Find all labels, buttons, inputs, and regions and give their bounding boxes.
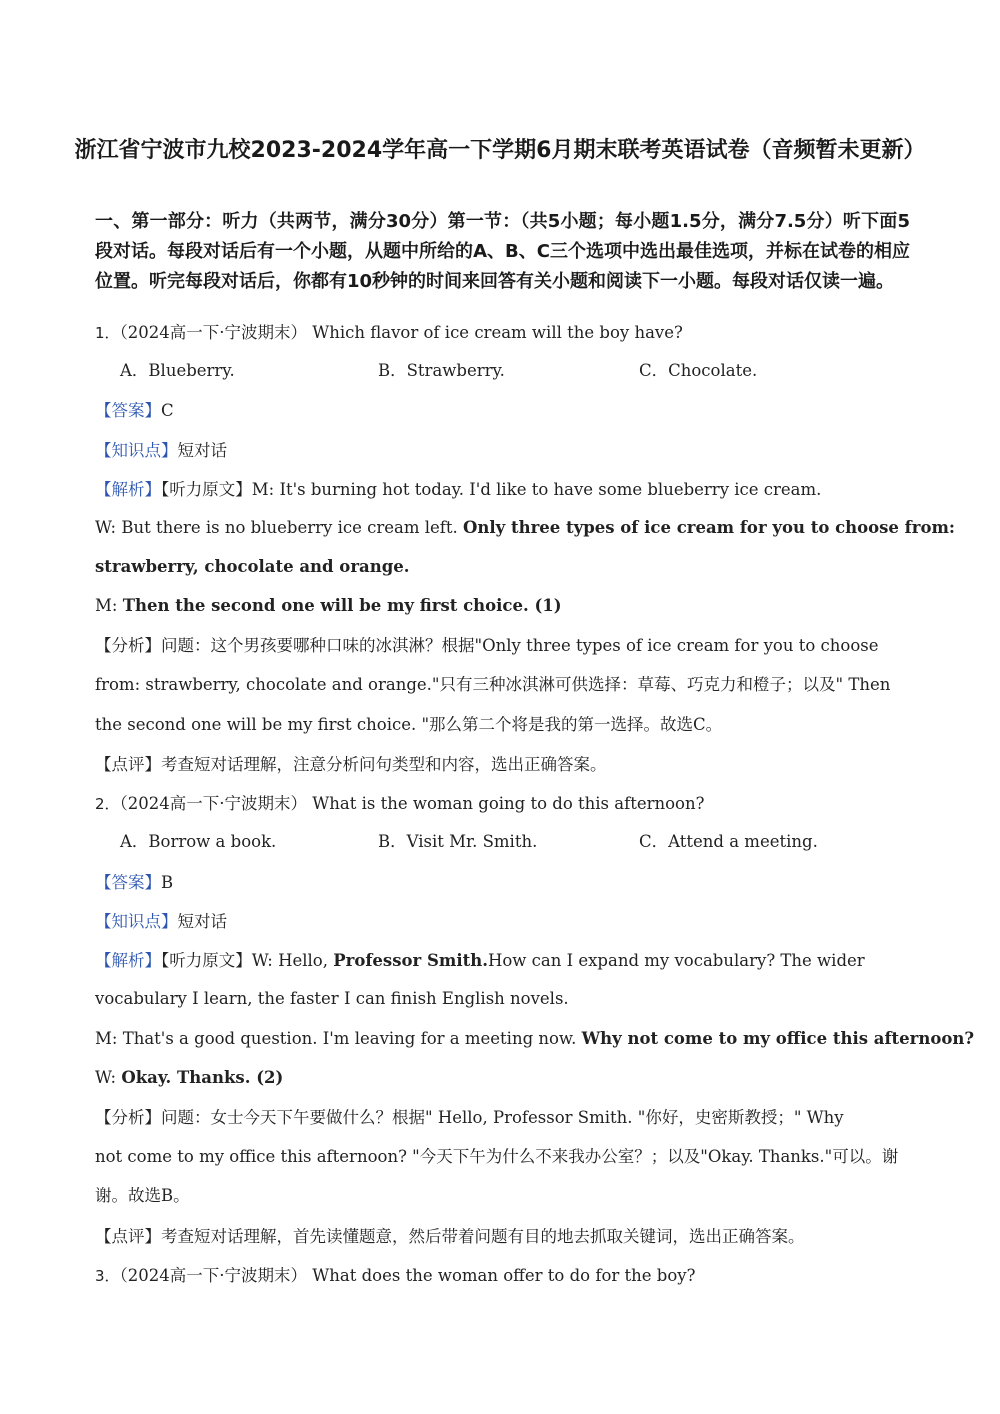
- analysis-line: [95, 949, 865, 973]
- analysis-tag: 【解析】: [95, 951, 161, 970]
- question-number: 1．: [95, 324, 120, 342]
- analysis-line: [95, 478, 821, 502]
- option-b: B．Strawberry.: [378, 361, 505, 380]
- fenxi-line: [95, 1106, 844, 1130]
- transcript-key-text: Okay. Thanks. (2): [121, 1068, 284, 1087]
- question-3: [95, 1264, 695, 1288]
- question-1: [95, 321, 683, 345]
- transcript-text: W:: [95, 1068, 122, 1087]
- answer-value: B: [161, 873, 174, 892]
- fenxi-line: [95, 634, 879, 658]
- knowledge-line: [95, 439, 227, 463]
- dianping-tag: 【点评】: [95, 1227, 161, 1246]
- fenxi-text: 问题：这个男孩要哪种口味的冰淇淋？根据"Only three types of ice cream for you to choose: [161, 636, 879, 655]
- transcript-text: M: That's a good question. I'm leaving for a meeting now.: [95, 1029, 582, 1048]
- transcript-line: [95, 1027, 974, 1051]
- transcript-key-text: strawberry, chocolate and orange.: [95, 557, 410, 576]
- transcript-tag: 【听力原文】: [161, 951, 252, 970]
- question-text: What does the woman offer to do for the boy?: [312, 1266, 696, 1285]
- page-title: 浙江省宁波市九校2023-2024学年高一下学期6月期末联考英语试卷（音频暂未更新）: [74, 138, 926, 163]
- transcript-key-text: Only three types of ice cream for you to choose from:: [463, 518, 956, 537]
- option-a: A．Borrow a book.: [120, 832, 277, 851]
- question-source: （2024高一下·宁波期末）: [119, 1266, 308, 1285]
- knowledge-value: 短对话: [177, 912, 227, 931]
- section-heading: 一、第一部分：听力（共两节，满分30分）第一节：（共5小题；每小题1.5分，满分7.5分）听下面5段对话。每段对话后有一个小题，从题中所给的A、B、C三个选项中选出最佳选项，并标在试卷的相应位置。听完每段对话后，你都有10秒钟的时间来回答有关小题和阅读下一小题。每段对话仅读一遍。: [95, 211, 910, 292]
- knowledge-value: 短对话: [177, 441, 227, 460]
- fenxi-text: not come to my office this afternoon? "今天下午为什么不来我办公室？；以及"Okay. Thanks."可以。谢: [95, 1147, 899, 1166]
- option-a: A．Blueberry.: [120, 361, 235, 380]
- option-c: C．Attend a meeting.: [639, 832, 818, 851]
- transcript-text: How can I expand my vocabulary? The wider: [487, 951, 865, 970]
- transcript-text: W: But there is no blueberry ice cream left.: [95, 518, 463, 537]
- dianping-text: 考查短对话理解，首先读懂题意，然后带着问题有目的地去抓取关键词，选出正确答案。: [161, 1227, 805, 1246]
- transcript-line: [95, 594, 562, 618]
- answer-line: [95, 399, 174, 423]
- question-number: 3．: [95, 1267, 120, 1285]
- answer-tag: 【答案】: [95, 873, 161, 892]
- fenxi-text: from: strawberry, chocolate and orange."只有三种冰淇淋可供选择：草莓、巧克力和橙子；以及" Then: [95, 675, 891, 694]
- transcript-tag: 【听力原文】: [161, 480, 252, 499]
- question-2: [95, 792, 704, 816]
- answer-tag: 【答案】: [95, 401, 161, 420]
- transcript-line: [95, 516, 955, 540]
- transcript-key-text: Then the second one will be my first choice. (1): [122, 596, 562, 615]
- question-number: 2．: [95, 795, 120, 813]
- knowledge-tag: 【知识点】: [95, 441, 178, 460]
- fenxi-text: 谢。故选B。: [95, 1186, 190, 1205]
- fenxi-tag: 【分析】: [95, 1108, 161, 1127]
- transcript-key-text: Professor Smith.: [333, 951, 488, 970]
- knowledge-tag: 【知识点】: [95, 912, 178, 931]
- question-text: Which flavor of ice cream will the boy have?: [312, 323, 683, 342]
- option-c: C．Chocolate.: [639, 361, 758, 380]
- answer-value: C: [161, 401, 174, 420]
- knowledge-line: [95, 910, 227, 934]
- fenxi-tag: 【分析】: [95, 636, 161, 655]
- dianping-line: [95, 753, 607, 777]
- transcript-line: [95, 1066, 283, 1090]
- dianping-line: [95, 1225, 805, 1249]
- question-source: （2024高一下·宁波期末）: [119, 794, 308, 813]
- question-text: What is the woman going to do this afternoon?: [312, 794, 705, 813]
- transcript-text: vocabulary I learn, the faster I can finish English novels.: [95, 989, 569, 1008]
- transcript-text: M: It's burning hot today. I'd like to have some blueberry ice cream.: [251, 480, 822, 499]
- transcript-text: M:: [95, 596, 123, 615]
- analysis-tag: 【解析】: [95, 480, 161, 499]
- transcript-text: W: Hello,: [251, 951, 334, 970]
- dianping-tag: 【点评】: [95, 755, 161, 774]
- transcript-key-text: Why not come to my office this afternoon?: [581, 1029, 975, 1048]
- option-b: B．Visit Mr. Smith.: [378, 832, 538, 851]
- fenxi-text: the second one will be my first choice. "那么第二个将是我的第一选择。故选C。: [95, 715, 723, 734]
- question-source: （2024高一下·宁波期末）: [119, 323, 308, 342]
- dianping-text: 考查短对话理解，注意分析问句类型和内容，选出正确答案。: [161, 755, 607, 774]
- answer-line: [95, 871, 173, 895]
- fenxi-text: 问题：女士今天下午要做什么？根据" Hello, Professor Smith. "你好，史密斯教授；" Why: [161, 1108, 844, 1127]
